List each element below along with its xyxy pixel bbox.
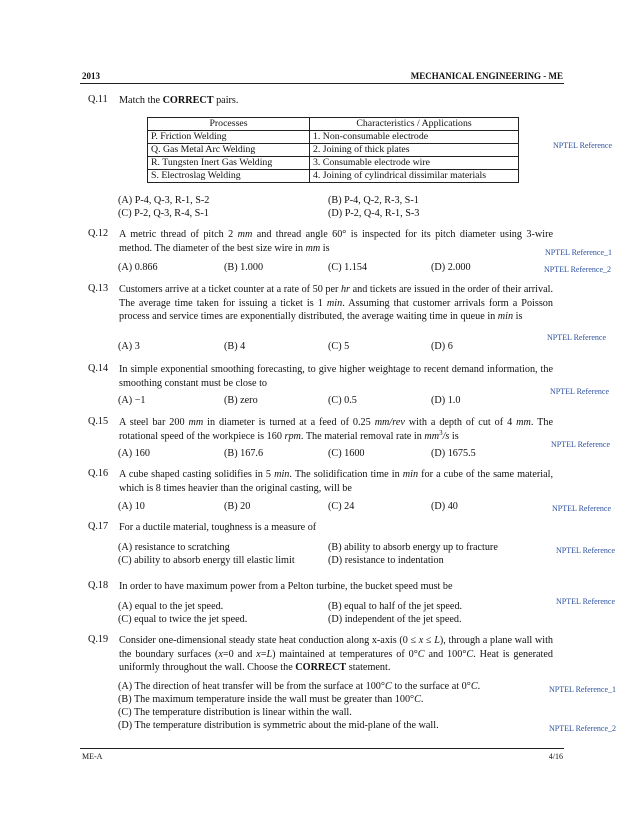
q15-option-b: (B) 167.6 bbox=[224, 448, 264, 459]
q18-option-b: (B) equal to half of the jet speed. bbox=[328, 601, 463, 612]
q15-text: A steel bar 200 mm in diameter is turned at a feed of 0.25 mm/rev with a depth of cut of 4 mm. The rotational speed of the workpiece is 160 rpm. The material removal rate in $mm^3/s$ is bbox=[119, 417, 553, 442]
q12-nptel-reference-1-link[interactable]: NPTEL Reference_1 bbox=[545, 248, 613, 257]
q11-option-a: (A) P-4, Q-3, R-1, S-2 bbox=[118, 195, 210, 206]
q19-option-b: (B) The maximum temperature inside the wall must be greater than 100°C. bbox=[118, 694, 424, 705]
q19-option-d: (D) The temperature distribution is symmetric about the mid-plane of the wall. bbox=[118, 720, 439, 731]
q12-text: A metric thread of pitch 2 mm and thread angle 60° is inspected for its pitch diameter using 3-wire method. The diameter of the best size wire in mm is bbox=[119, 229, 553, 254]
q12-option-d: (D) 2.000 bbox=[431, 262, 471, 273]
q11-option-c: (C) P-2, Q-3, R-4, S-1 bbox=[118, 208, 209, 219]
header-year: 2013 bbox=[82, 71, 100, 81]
q18-option-c: (C) equal to twice the jet speed. bbox=[118, 614, 248, 625]
q11-text: Match the CORRECT pairs. bbox=[119, 95, 239, 106]
q18-option-d: (D) independent of the jet speed. bbox=[328, 614, 462, 625]
footer-left: ME-A bbox=[82, 752, 103, 761]
table-cell: Q. Gas Metal Arc Welding bbox=[148, 144, 310, 157]
q15-option-d: (D) 1675.5 bbox=[431, 448, 476, 459]
q14-option-b: (B) zero bbox=[224, 395, 258, 406]
header-rule bbox=[80, 83, 564, 84]
q11-match-table bbox=[147, 117, 519, 183]
q17-option-a: (A) resistance to scratching bbox=[118, 542, 230, 553]
q14-number: Q.14 bbox=[88, 363, 109, 374]
table-header: Characteristics / Applications bbox=[310, 118, 519, 131]
q13-number: Q.13 bbox=[88, 283, 109, 294]
table-cell: 1. Non-consumable electrode bbox=[310, 131, 519, 144]
q16-option-b: (B) 20 bbox=[224, 501, 251, 512]
table-header-row bbox=[148, 118, 519, 131]
q11-nptel-reference-link[interactable]: NPTEL Reference bbox=[553, 141, 613, 150]
header-subject: MECHANICAL ENGINEERING - ME bbox=[410, 71, 563, 81]
table-row bbox=[148, 170, 519, 183]
q17-option-d: (D) resistance to indentation bbox=[328, 555, 444, 566]
q19-text: Consider one-dimensional steady state heat conduction along x-axis (0 ≤ x ≤ L), through a plane wall with the boundary surfaces (x=0 and x=L) maintained at temperatures of 0°C and 100°C. Heat is generated uniformly throughout the wall. Choose the CORRECT statement. bbox=[119, 635, 553, 674]
q19-option-a: (A) The direction of heat transfer will be from the surface at 100°C to the surface at 0°C. bbox=[118, 681, 481, 692]
q12-option-c: (C) 1.154 bbox=[328, 262, 368, 273]
table-cell: 4. Joining of cylindrical dissimilar materials bbox=[310, 170, 519, 183]
q17-option-c: (C) ability to absorb energy till elastic limit bbox=[118, 555, 295, 566]
q16-text: A cube shaped casting solidifies in 5 min. The solidification time in min for a cube of the same material, which is 8 times heavier than the original casting, will be bbox=[119, 469, 554, 494]
table-cell: P. Friction Welding bbox=[148, 131, 310, 144]
q11-number: Q.11 bbox=[88, 94, 108, 105]
q17-number: Q.17 bbox=[88, 521, 109, 532]
q14-option-c: (C) 0.5 bbox=[328, 395, 357, 406]
q12-option-a: (A) 0.866 bbox=[118, 262, 158, 273]
q18-text: In order to have maximum power from a Pelton turbine, the bucket speed must be bbox=[119, 581, 453, 592]
q15-nptel-reference-link[interactable]: NPTEL Reference bbox=[551, 440, 611, 449]
q16-number: Q.16 bbox=[88, 468, 109, 479]
q16-option-c: (C) 24 bbox=[328, 501, 355, 512]
q12-number: Q.12 bbox=[88, 228, 109, 239]
q14-option-a: (A) −1 bbox=[118, 395, 146, 406]
q14-nptel-reference-link[interactable]: NPTEL Reference bbox=[550, 387, 610, 396]
q19-nptel-reference-1-link[interactable]: NPTEL Reference_1 bbox=[549, 685, 617, 694]
q14-option-d: (D) 1.0 bbox=[431, 395, 461, 406]
q13-option-a: (A) 3 bbox=[118, 341, 140, 352]
q12-option-b: (B) 1.000 bbox=[224, 262, 264, 273]
q13-option-c: (C) 5 bbox=[328, 341, 350, 352]
q17-option-b: (B) ability to absorb energy up to fracture bbox=[328, 542, 498, 553]
q18-option-a: (A) equal to the jet speed. bbox=[118, 601, 224, 612]
q15-number: Q.15 bbox=[88, 416, 109, 427]
table-cell: 3. Consumable electrode wire bbox=[310, 157, 519, 170]
q15-option-a: (A) 160 bbox=[118, 448, 150, 459]
q18-number: Q.18 bbox=[88, 580, 109, 591]
q19-nptel-reference-2-link[interactable]: NPTEL Reference_2 bbox=[549, 724, 617, 733]
q18-nptel-reference-link[interactable]: NPTEL Reference bbox=[556, 597, 616, 606]
q11-option-b: (B) P-4, Q-2, R-3, S-1 bbox=[328, 195, 419, 206]
table-header: Processes bbox=[148, 118, 310, 131]
table-row bbox=[148, 131, 519, 144]
q19-option-c: (C) The temperature distribution is linear within the wall. bbox=[118, 707, 352, 718]
q17-text: For a ductile material, toughness is a measure of bbox=[119, 522, 317, 533]
q16-option-d: (D) 40 bbox=[431, 501, 458, 512]
q11-option-d: (D) P-2, Q-4, R-1, S-3 bbox=[328, 208, 420, 219]
q17-nptel-reference-link[interactable]: NPTEL Reference bbox=[556, 546, 616, 555]
table-row bbox=[148, 157, 519, 170]
table-cell: S. Electroslag Welding bbox=[148, 170, 310, 183]
q16-nptel-reference-link[interactable]: NPTEL Reference bbox=[552, 504, 612, 513]
table-cell: 2. Joining of thick plates bbox=[310, 144, 519, 157]
table-row bbox=[148, 144, 519, 157]
table-cell: R. Tungsten Inert Gas Welding bbox=[148, 157, 310, 170]
page-number: 4/16 bbox=[548, 752, 563, 761]
q13-text: Customers arrive at a ticket counter at a rate of 50 per hr and tickets are issued in the order of their arrival. The average time taken for issuing a ticket is 1 min. Assuming that customer arrivals form a Poisson process and service times are exponentially distributed, the average waiting time in queue in min is bbox=[119, 284, 553, 323]
q13-nptel-reference-link[interactable]: NPTEL Reference bbox=[547, 333, 607, 342]
q15-option-c: (C) 1600 bbox=[328, 448, 365, 459]
q13-option-b: (B) 4 bbox=[224, 341, 246, 352]
q14-text: In simple exponential smoothing forecasting, to give higher weightage to recent demand information, the smoothing constant must be close to bbox=[119, 364, 553, 389]
footer-rule bbox=[80, 748, 564, 749]
q19-number: Q.19 bbox=[88, 634, 109, 645]
q16-option-a: (A) 10 bbox=[118, 501, 145, 512]
q13-option-d: (D) 6 bbox=[431, 341, 453, 352]
q12-nptel-reference-2-link[interactable]: NPTEL Reference_2 bbox=[544, 265, 612, 274]
